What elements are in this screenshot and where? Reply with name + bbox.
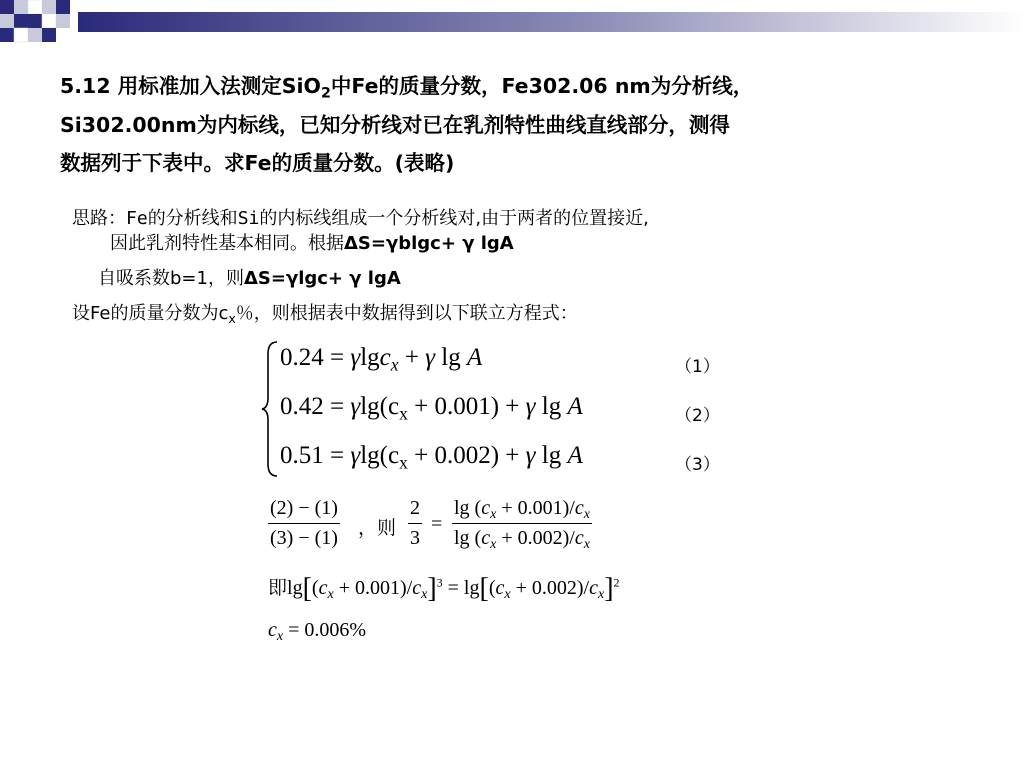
equation-system	[260, 338, 780, 488]
problem-line-1: 5.12 用标准加入法测定SiO$_2$中Fe的质量分数，Fe302.06 nm为分析线，	[60, 74, 754, 102]
idea-line-2: 因此乳剂特性基本相同。根据ΔS=γblgc+ γ lgA	[110, 233, 514, 254]
left-brace	[260, 340, 280, 478]
problem-line-2: Si302.00nm为内标线，已知分析线对已在乳剂特性曲线直线部分，测得	[60, 112, 730, 137]
title-bar-decoration	[0, 0, 1024, 52]
equation-2-number: （2）	[675, 406, 720, 426]
ratio-expression: (2) − (1) (3) − (1) ，则 2 3 = $\lg (c_x + 0.001)/c_x$ $\lg (c_x + 0.002)/c_x$	[270, 497, 590, 553]
log-power-equation: 即$\lg[(c_x + 0.001)/c_x]^3 = \lg[(c_x + 0.002)/c_x]^2$	[268, 573, 620, 604]
idea-line-4: 设Fe的质量分数为$c_x$％，则根据表中数据得到以下联立方程式：	[72, 303, 578, 326]
formula-delta-s: ΔS=γblgc+ γ lgA	[344, 233, 514, 254]
problem-line-3: 数据列于下表中。求Fe的质量分数。(表略)	[60, 151, 455, 175]
equation-1-number: （1）	[675, 357, 720, 377]
equation-2: $0.42 = \gamma\lg(c_x + 0.001) + \gamma$ lg A	[280, 393, 583, 424]
formula-delta-s-simplified: ΔS=γlgc+ γ lgA	[243, 268, 401, 289]
problem-statement	[60, 67, 990, 183]
two-thirds-fraction: 2 3	[410, 497, 420, 549]
equation-3-number: （3）	[675, 455, 720, 475]
solution-idea	[72, 206, 649, 326]
equation-3: $0.51 = \gamma\lg(c_x + 0.002) + \gamma$ lg A	[280, 442, 583, 473]
log-ratio-fraction: $\lg (c_x + 0.001)/c_x$ $\lg (c_x + 0.002)/c_x$	[454, 497, 590, 553]
difference-fraction: (2) − (1) (3) − (1)	[270, 497, 338, 549]
equation-1: 0.24 = γlgc$_x$ + γ lg A	[280, 344, 483, 375]
idea-line-3: 自吸系数b=1，则ΔS=γlgc+ γ lgA	[98, 268, 401, 289]
final-answer: $c_x = 0.006\%$	[268, 619, 367, 645]
idea-line-1: 思路：Fe的分析线和Si的内标线组成一个分析线对,由于两者的位置接近,	[72, 208, 649, 229]
